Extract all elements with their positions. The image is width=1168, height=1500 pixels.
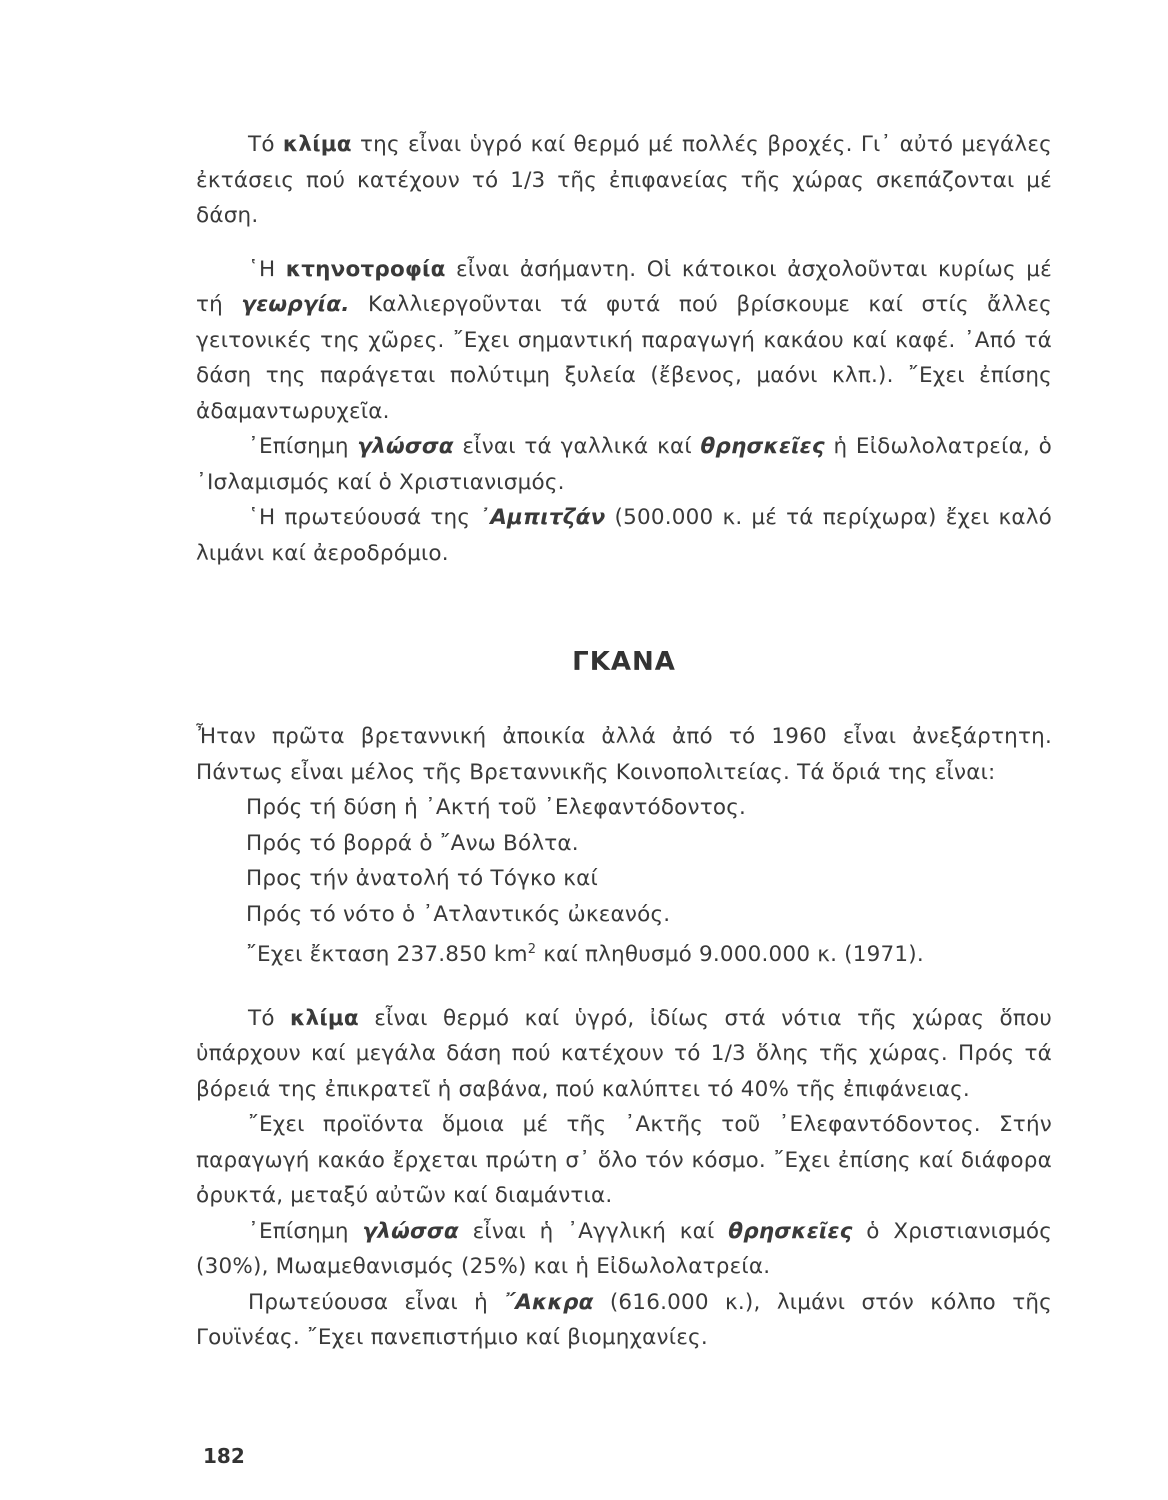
superscript: 2 — [527, 942, 537, 957]
text-block-ghana — [196, 719, 1052, 1356]
keyword-climate: κλίμα — [290, 1005, 359, 1031]
keyword-religions: θρησκεῖες — [700, 434, 825, 459]
border-line: Πρός τή δύση ἡ ᾿Ακτή τοῦ ᾿Ελεφαντόδοντος. — [246, 795, 747, 820]
text-block-ivory-coast — [196, 127, 1052, 571]
keyword-language: γλώσσα — [357, 434, 454, 459]
paragraph-livestock: ῾Η κτηνοτροφία εἶναι ἀσήμαντη. Οἱ κάτοικοι ἀσχολοῦνται κυρίως μέ τή γεωργία. Καλλιεργοῦνται τά φυτά πού βρίσκουμε καί στίς ἄλλες γειτονικές της χῶρες. ῎Εχει σημαντική παραγωγή κακάου καί καφέ. ᾿Από τά δάση της παράγεται πολύτιμη ξυλεία (ἔβενος, μαόνι κλπ.). ῎Εχει ἐπίσης ἀδαμαντωρυχεῖα. — [196, 256, 1052, 424]
paragraph-climate: Τό κλίμα της εἶναι ὑγρό καί θερμό μέ πολλές βροχές. Γι᾿ αὐτό μεγάλες ἐκτάσεις πού κατέχουν τό 1/3 τῆς ἐπιφανείας τῆς χώρας σκεπάζονται μέ δάση. — [196, 132, 1052, 228]
paragraph-area: ῎Εχει ἔκταση 237.850 $km^2$ καί πληθυσμό 9.000.000 κ. (1971). — [246, 942, 924, 968]
section-heading-ghana: ΓΚΑΝΑ — [572, 647, 676, 677]
paragraph-products: ῎Εχει προϊόντα ὅμοια μέ τῆς ᾿Ακτῆς τοῦ ᾿Ελεφαντόδοντος. Στήν παραγωγή κακάο ἔρχεται πρώτη σ᾿ ὅλο τόν κόσμο. ῎Εχει ἐπίσης καί διάφορα ὀρυκτά, μεταξύ αὐτῶν καί διαμάντια. — [196, 1112, 1052, 1209]
paragraph-capital-ghana: Πρωτεύουσα εἶναι ἡ ῎Ακκρα (616.000 κ.), λιμάνι στόν κόλπο τῆς Γουϊνέας. ῎Εχει πανεπιστήμιο καί βιομηχανίες. — [196, 1289, 1052, 1351]
keyword-climate: κλίμα — [282, 132, 352, 157]
keyword-language: γλώσσα — [362, 1218, 459, 1244]
keyword-livestock: κτηνοτροφία — [285, 256, 446, 282]
keyword-capital: ῎Ακκρα — [504, 1289, 594, 1315]
paragraph-language-ghana: ᾿Επίσημη γλώσσα εἶναι ἡ ᾿Αγγλική καί θρησκεῖες ὁ Χριστιανισμός (30%), Μωαμεθανισμός (25%) και ἡ Εἰδωλολατρεία. — [196, 1218, 1053, 1280]
paragraph-capital: ῾Η πρωτεύουσά της ᾿Αμπιτζάν (500.000 κ. μέ τά περίχωρα) ἔχει καλό λιμάνι καί ἀεροδρόμιο. — [196, 505, 1052, 566]
keyword-agriculture: γεωργία. — [241, 292, 350, 317]
paragraph-climate-ghana: Τό κλίμα εἶναι θερμό καί ὑγρό, ἰδίως στά νότια τῆς χώρας ὅπου ὑπάρχουν καί μεγάλα δάση πού κατέχουν τό 1/3 ὅλης τῆς χώρας. Πρός τά βόρειά της ἐπικρατεῖ ἡ σαβάνα, πού καλύπτει τό 40% τῆς ἐπιφάνειας. — [196, 1005, 1052, 1102]
paragraph-language: ᾿Επίσημη γλώσσα εἶναι τά γαλλικά καί θρησκεῖες ἡ Εἰδωλολατρεία, ὁ ᾿Ισλαμισμός καί ὁ Χριστιανισμός. — [196, 434, 1052, 495]
keyword-religions: θρησκεῖες — [728, 1218, 853, 1244]
keyword-capital: ᾿Αμπιτζάν — [479, 505, 606, 530]
border-line: Πρός τό βορρά ὁ ῎Ανω Βόλτα. — [246, 830, 579, 856]
paragraph-history: Ἦταν πρῶτα βρεταννική ἀποικία ἀλλά ἀπό τό 1960 εἶναι ἀνεξάρτητη. Πάντως εἶναι μέλος τῆς Βρεταννικῆς Κοινοπολιτείας. Τά ὅριά της εἶναι: — [196, 724, 1052, 785]
border-line: Πρός τό νότο ὁ ᾿Ατλαντικός ὠκεανός. — [246, 901, 671, 927]
border-line: Προς τήν ἀνατολή τό Τόγκο καί — [246, 866, 598, 891]
page-number: 182 — [203, 1444, 245, 1468]
